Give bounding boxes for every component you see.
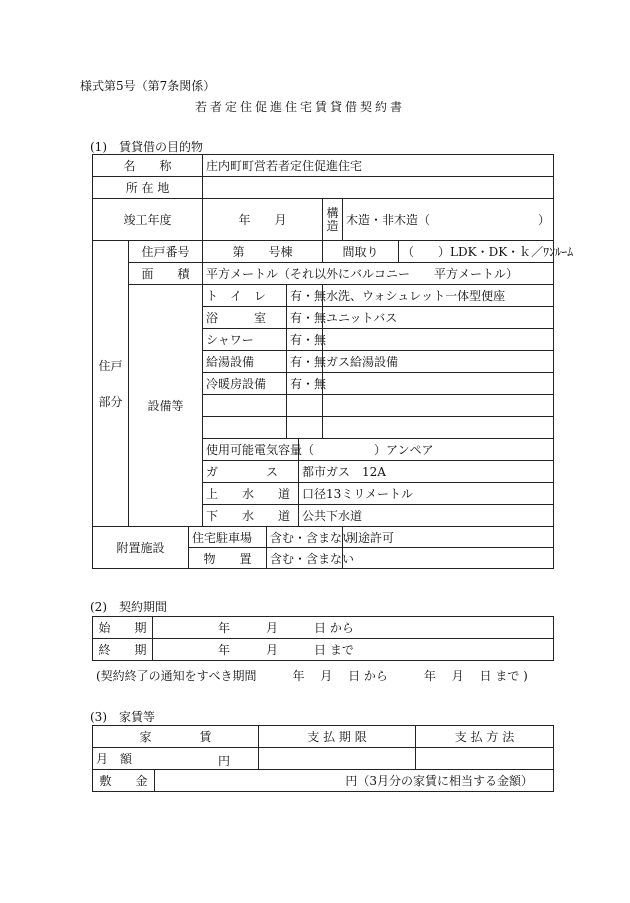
electric-capacity-value: （ ）アンペア xyxy=(299,439,554,461)
gas-value: 都市ガス 12A xyxy=(299,461,554,483)
gas-label: ガ ス xyxy=(203,461,299,483)
equipment-toilet-detail: 水洗、ウォシュレット一体型便座 xyxy=(323,285,554,307)
equipment-hotwater-name: 給湯設備 xyxy=(203,351,287,373)
storage-label: 物 置 xyxy=(189,548,267,569)
attached-facility-label: 附置施設 xyxy=(93,527,189,569)
sewer-value: 公共下水道 xyxy=(299,505,554,527)
start-date-label: 始 期 xyxy=(93,617,153,639)
page-title: 若者定住促進住宅賃貸借契約書 xyxy=(195,100,406,114)
equipment-aircon-detail xyxy=(323,373,554,395)
payment-method-value xyxy=(416,748,554,770)
form-number: 様式第5号（第7条関係） xyxy=(80,79,216,93)
equipment-bath-availability: 有・無 xyxy=(287,307,323,329)
monthly-rent-label: 月 額 xyxy=(96,752,133,766)
area-label: 面 積 xyxy=(129,263,203,285)
structure-value: 木造・非木造（ ） xyxy=(343,199,554,241)
sewer-label: 下 水 道 xyxy=(203,505,299,527)
payment-deadline-value xyxy=(259,748,416,770)
built-label: 竣工年度 xyxy=(93,199,203,241)
equipment-blank-availability xyxy=(287,395,323,417)
layout-value: （ ）LDK・DK・ｋ／ﾜﾝﾙｰﾑ xyxy=(399,241,554,263)
name-label: 名 称 xyxy=(93,155,203,177)
start-date-value: 年 月 日 から xyxy=(153,617,554,639)
equipment-shower-detail xyxy=(323,329,554,351)
contract-period-table xyxy=(92,616,554,661)
equipment-shower-name: シャワー xyxy=(203,329,287,351)
equipment-bath-detail: ユニットバス xyxy=(323,307,554,329)
equipment-aircon-name: 冷暖房設備 xyxy=(203,373,287,395)
area-value: 平方メートル（それ以外にバルコニー 平方メートル） xyxy=(203,263,554,285)
equipment-hotwater-availability: 有・無 xyxy=(287,351,323,373)
end-date-label: 終 期 xyxy=(93,639,153,661)
electric-capacity-label: 使用可能電気容量 xyxy=(203,439,299,461)
location-value xyxy=(203,177,554,199)
rent-label: 家 賃 xyxy=(93,726,259,748)
parking-include: 含む・含まない xyxy=(267,527,343,548)
deposit-value: 円（3月分の家賃に相当する金額） xyxy=(155,770,554,792)
property-table xyxy=(92,154,574,569)
section1-heading: (1) 賃貸借の目的物 xyxy=(90,140,203,154)
parking-label: 住宅駐車場 xyxy=(189,527,267,548)
payment-method-label: 支 払 方 法 xyxy=(416,726,554,748)
parking-note: 別途許可 xyxy=(343,527,554,548)
section3-heading: (3) 家賃等 xyxy=(90,710,155,724)
equipment-toilet-availability: 有・無 xyxy=(287,285,323,307)
monthly-rent-cell xyxy=(93,748,259,770)
equipment-shower-availability: 有・無 xyxy=(287,329,323,351)
rent-table xyxy=(92,725,554,792)
equipment-bath-name: 浴 室 xyxy=(203,307,287,329)
unit-number-value: 第 号棟 xyxy=(203,241,323,263)
monthly-rent-unit: 円 xyxy=(218,754,231,768)
equipment-blank-availability xyxy=(287,417,323,439)
equipment-blank-name xyxy=(203,395,287,417)
storage-include: 含む・含まない xyxy=(267,548,343,569)
equipment-blank-name xyxy=(203,417,287,439)
equipment-aircon-availability: 有・無 xyxy=(287,373,323,395)
dwelling-label: 住戸部分 xyxy=(93,241,129,527)
structure-label: 構造 xyxy=(323,199,343,241)
section2-heading: (2) 契約期間 xyxy=(90,600,167,614)
equipment-blank-detail xyxy=(323,417,554,439)
end-date-value: 年 月 日 まで xyxy=(153,639,554,661)
equipment-label: 設備等 xyxy=(129,285,203,527)
storage-note xyxy=(343,548,554,569)
equipment-toilet-name: ト イ レ xyxy=(203,285,287,307)
deposit-label: 敷 金 xyxy=(93,770,155,792)
payment-deadline-label: 支 払 期 限 xyxy=(259,726,416,748)
water-supply-value: 口径13ミリメートル xyxy=(299,483,554,505)
location-label: 所 在 地 xyxy=(93,177,203,199)
built-value: 年 月 xyxy=(203,199,323,241)
layout-label: 間取り xyxy=(323,241,399,263)
name-value: 庄内町町営若者定住促進住宅 xyxy=(203,155,554,177)
unit-number-label: 住戸番号 xyxy=(129,241,203,263)
equipment-blank-detail xyxy=(323,395,554,417)
termination-notice-period: (契約終了の通知をすべき期間 年 月 日 から 年 月 日 まで ) xyxy=(96,669,528,683)
water-supply-label: 上 水 道 xyxy=(203,483,299,505)
equipment-hotwater-detail: ガス給湯設備 xyxy=(323,351,554,373)
